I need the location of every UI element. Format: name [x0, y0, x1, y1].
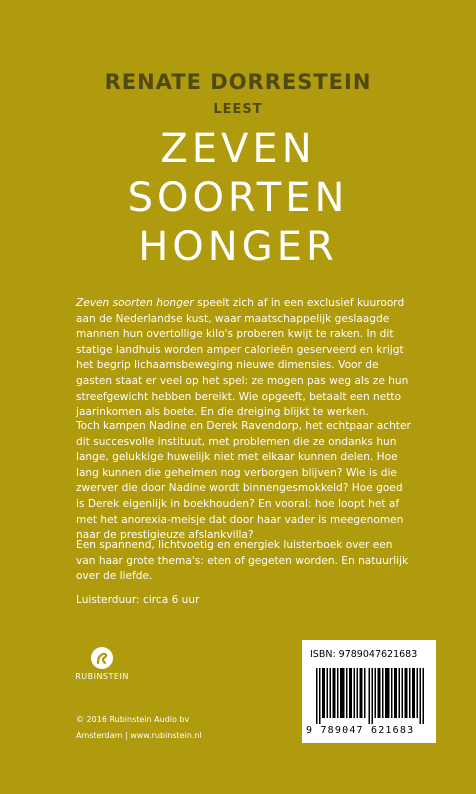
blurb-paragraph-1	[76, 296, 412, 421]
title-line-3: HONGER	[138, 224, 338, 270]
author-name: RENATE DORRESTEIN	[104, 70, 372, 94]
barcode-box	[302, 640, 436, 743]
title-line-1: ZEVEN	[160, 126, 316, 172]
publisher-logo-text: RUBINSTEIN	[75, 672, 129, 681]
listening-duration: Luisterduur: circa 6 uur	[76, 594, 200, 606]
reads-label: LEEST	[213, 102, 263, 117]
rubinstein-logo-icon	[91, 647, 113, 669]
isbn-label: ISBN: 9789047621683	[310, 649, 418, 660]
blurb-paragraph-2: Toch kampen Nadine en Derek Ravendorp, het echtpaar achter dit succesvolle instituut, met problemen die ze ondanks hun lange, gelukkige huwelijk niet met elkaar kunnen delen. Hoe lang kunnen die geheimen nog verborgen blijven? Wie is die zwerver die door Nadine wordt binnengesmokkeld? Hoe goed is Derek eigenlijk in boekhouden? En vooral: hoe loopt het af met het anorexia-meisje dat door haar vader is meegenomen naar de prestigieuze afslankvilla?	[76, 420, 411, 542]
publisher-address: Amsterdam | www.rubinstein.nl	[76, 731, 202, 740]
book-title-italic: Zeven soorten honger	[76, 297, 194, 309]
blurb-paragraph-3: Een spannend, lichtvoetig en energiek luisterboek over een van haar grote thema's: eten of gegeten worden. En natuurlijk over de liefde.	[76, 539, 409, 583]
copyright-line: © 2016 Rubinstein Audio bv	[76, 715, 190, 724]
copyright-block	[76, 712, 202, 744]
barcode-digits: 9 789047 621683	[306, 725, 415, 736]
publisher-logo	[75, 647, 129, 681]
barcode-image	[316, 668, 424, 724]
blurb-paragraph-1-text: speelt zich af in een exclusief kuuroord aan de Nederlandse kust, waar maatschappelijk geslaagde mannen hun overtollige kilo's proberen kwijt te raken. In dit statige landhuis worden amper calorieën geserveerd en krijgt het begrip lichaamsbeweging nieuwe dimensies. Voor de gasten staat er veel op het spel: ze mogen pas weg als ze hun streefgewicht hebben bereikt. Wie opgeeft, betaalt een netto jaarinkomen als boete. En die dreiging blijkt te werken.	[76, 297, 409, 419]
title-line-2: SOORTEN	[127, 175, 349, 221]
